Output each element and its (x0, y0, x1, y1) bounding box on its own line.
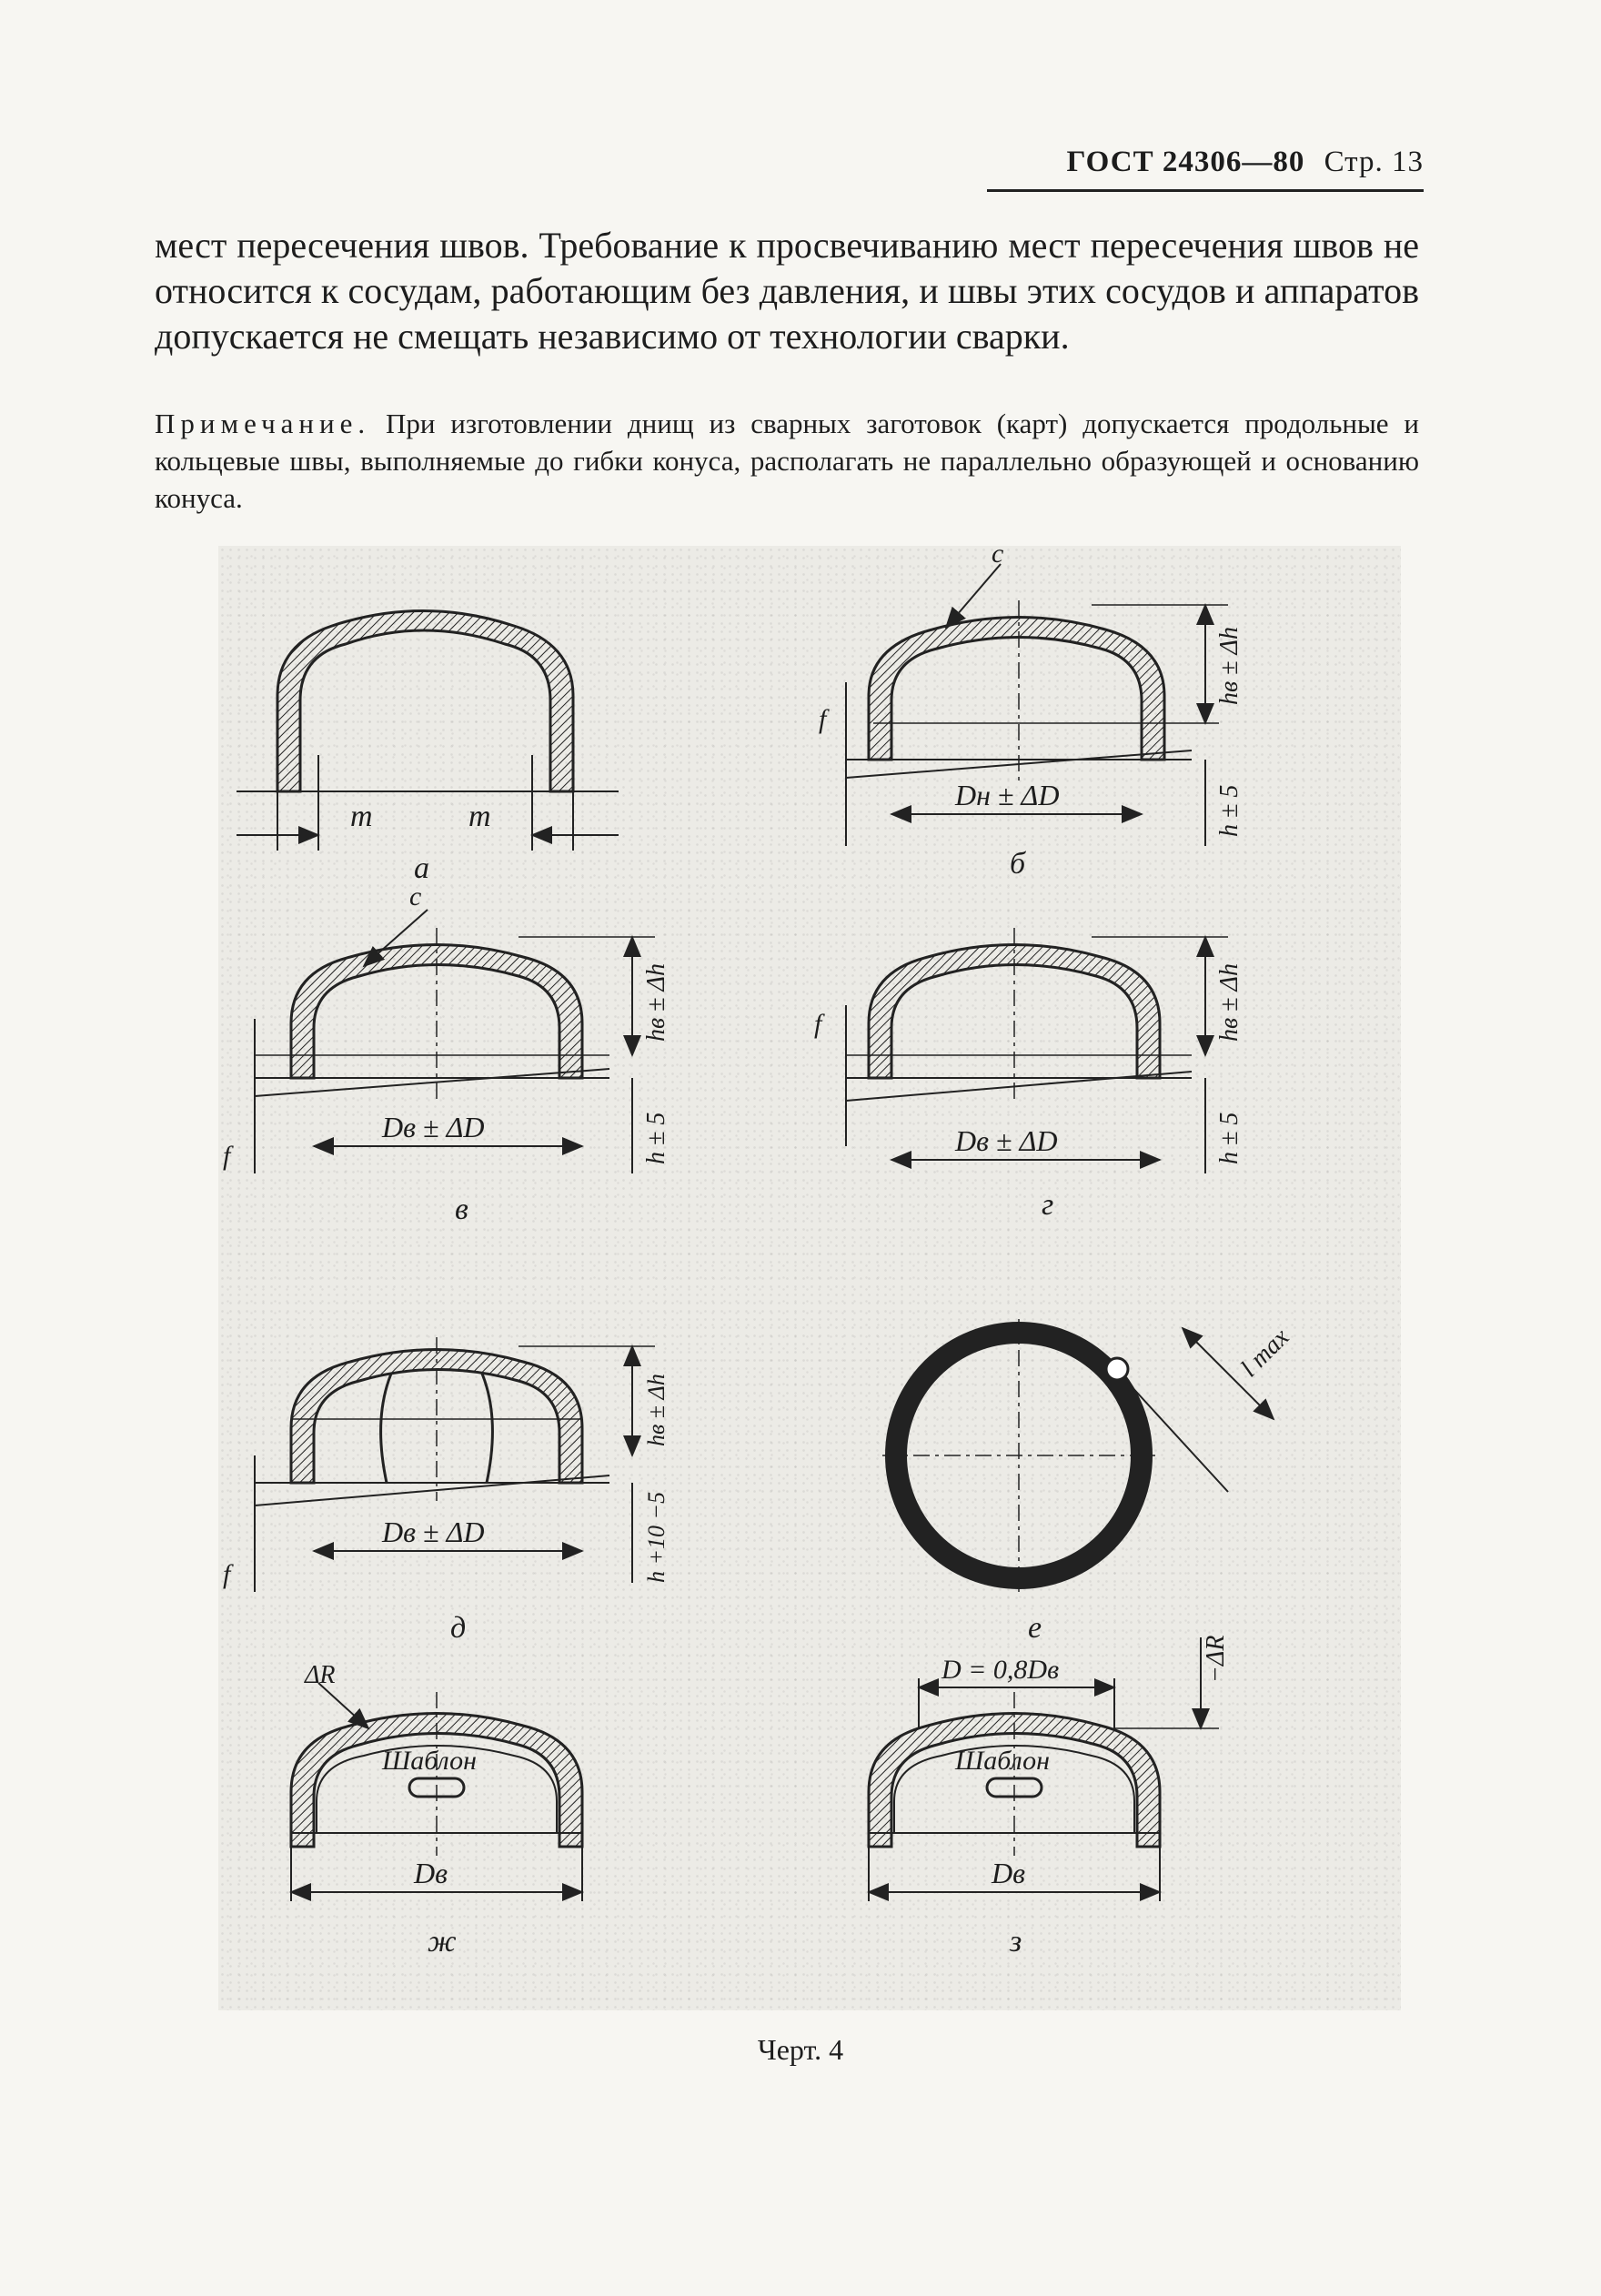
drawing-b-h-tol: h ± 5 (1215, 784, 1244, 837)
drawing-b-f-label: f (819, 704, 827, 734)
drawing-e-caption: е (1028, 1611, 1042, 1645)
drawing-g (814, 928, 1244, 1222)
drawing-e-dimension: l max (1235, 1323, 1295, 1383)
drawing-v-h-tol: h ± 5 (642, 1112, 670, 1164)
drawing-b-height: hв ± Δh (1215, 627, 1244, 705)
drawing-z-diameter: Dв (992, 1857, 1025, 1889)
drawing-g-height: hв ± Δh (1215, 963, 1244, 1042)
drawing-d (223, 1337, 670, 1645)
drawing-g-f-label: f (814, 1009, 822, 1039)
note-text: При изготовлении днищ из сварных заготовок (карт) допускается продольные и кольцевые швы, выполняемые до гибки конуса, располагать не параллельно образующей и основанию конуса. (155, 408, 1419, 514)
drawing-zh-caption: ж (428, 1925, 457, 1959)
page-number: Стр. 13 (1324, 146, 1424, 178)
drawing-e (882, 1319, 1295, 1645)
drawing-b-diameter: Dн ± ΔD (955, 779, 1060, 811)
drawing-d-h-tol: h +10 −5 (643, 1491, 670, 1583)
drawing-a (237, 611, 619, 886)
drawing-a-dim-left: m (350, 800, 373, 833)
body-paragraph: мест пересечения швов. Требование к просвечиванию мест пересечения швов не относится к сосудам, работающим без давления, и швы этих сосудов и аппаратов допускается не смещать независимо от технологии сварки. (155, 225, 1419, 357)
drawing-a-caption: а (414, 851, 429, 885)
drawing-v-f-label: f (223, 1141, 231, 1171)
drawing-zh-delta: ΔR (305, 1661, 336, 1689)
drawing-g-diameter: Dв ± ΔD (955, 1124, 1058, 1157)
drawing-b-c-label: c (992, 546, 1004, 569)
drawing-v-caption: в (455, 1193, 468, 1226)
drawing-zh-diameter: Dв (414, 1857, 448, 1889)
drawing-z-delta: −ΔR (1202, 1635, 1230, 1683)
standard-number: ГОСТ 24306—80 (1066, 146, 1305, 178)
figure-svg (218, 546, 1401, 2010)
drawing-v-diameter: Dв ± ΔD (382, 1111, 485, 1143)
drawing-z-template: Шаблон (955, 1746, 1050, 1776)
header-rule (987, 189, 1424, 192)
note-label: Примечание. (155, 408, 371, 439)
drawing-v-height: hв ± Δh (642, 963, 670, 1042)
drawing-z-caption: з (1010, 1925, 1022, 1959)
drawing-a-dim-right: m (468, 800, 491, 833)
figure-drawing (218, 546, 1401, 2010)
drawing-d-height: hв ± Δh (643, 1374, 670, 1446)
note-paragraph (155, 405, 1419, 517)
drawing-v (223, 881, 670, 1226)
drawing-zh-template: Шаблон (382, 1746, 477, 1776)
drawing-v-c-label: c (409, 881, 422, 911)
page-header (1067, 146, 1425, 179)
drawing-g-caption: г (1042, 1188, 1054, 1222)
drawing-b-caption: б (1010, 847, 1026, 881)
drawing-d-caption: д (450, 1611, 467, 1645)
drawing-b (819, 546, 1244, 881)
drawing-d-diameter: Dв ± ΔD (382, 1516, 485, 1548)
figure-caption: Черт. 4 (757, 2033, 844, 2066)
drawing-zh (291, 1661, 582, 1959)
drawing-g-h-tol: h ± 5 (1215, 1112, 1244, 1164)
drawing-z (869, 1636, 1230, 1959)
drawing-d-f-label: f (223, 1559, 231, 1589)
drawing-z-chord: D = 0,8Dв (941, 1655, 1060, 1685)
